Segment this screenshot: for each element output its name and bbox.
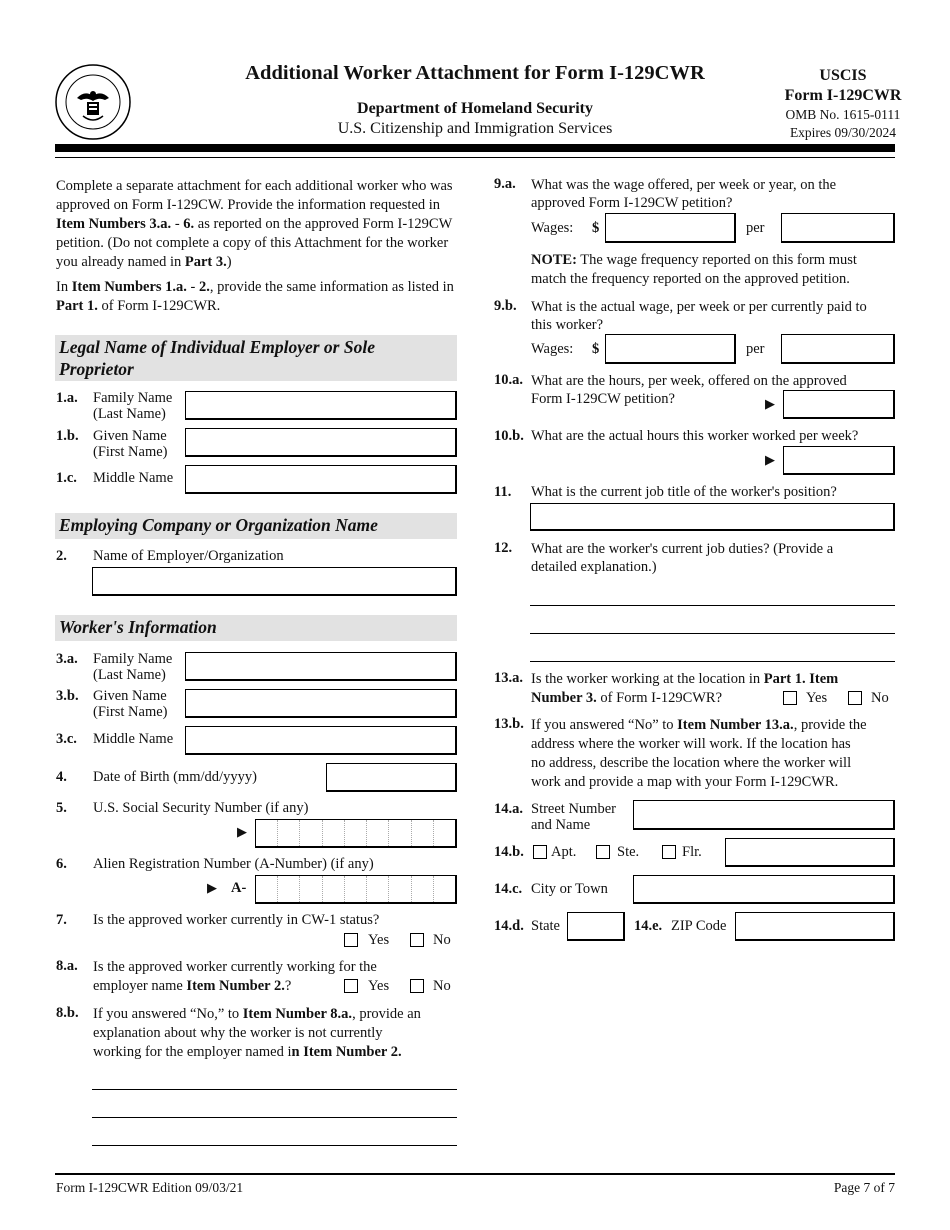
yes-label: Yes [368,932,390,948]
item-number-5: 5. [56,800,67,816]
label-14e: ZIP Code [671,918,727,934]
job-duties-line-3[interactable] [530,661,895,662]
per-label: per [746,341,765,357]
item-number-9a: 9.a. [494,176,516,192]
item-number-11: 11. [494,484,512,500]
intro-paragraph-2: In Item Numbers 1.a. - 2., provide the same information as listed in Part 1. of Form I-129CWR. [56,279,454,314]
label-4: Date of Birth (mm/dd/yyyy) [93,769,257,785]
subagency-name: U.S. Citizenship and Immigration Services [337,120,613,137]
section-header-legal-name: Legal Name of Individual Employer or Sole Proprietor [55,335,457,381]
label-11: What is the current job title of the worker's position? [531,484,837,500]
item-number-13a: 13.a. [494,670,523,686]
form-title: Additional Worker Attachment for Form I-129CWR [245,62,705,84]
label-3c: Middle Name [93,731,174,747]
arrow-icon: ▶ [237,824,247,839]
item-number-14e: 14.e. [634,918,663,934]
dollar-sign: $ [592,220,600,236]
a-number-prefix: A- [231,880,247,896]
item-number-7: 7. [56,912,67,928]
cw1-status-yes-checkbox[interactable] [344,933,358,947]
expiration-date: Expires 09/30/2024 [789,125,897,140]
state-input[interactable] [567,912,625,941]
no-label: No [433,978,451,994]
explanation-line-1[interactable] [92,1089,457,1090]
item-number-14b: 14.b. [494,844,524,860]
date-of-birth-input[interactable] [326,763,457,792]
label-8b: If you answered “No,” to Item Number 8.a., provide an explanation about why the worker is not currently working for the employer named in Item Number 2. [93,1006,421,1060]
label-3b: Given Name (First Name) [93,688,168,720]
apt-checkbox[interactable] [533,845,547,859]
wage-offered-input[interactable] [605,213,736,243]
same-location-no-checkbox[interactable] [848,691,862,705]
no-label: No [433,932,451,948]
item-number-6: 6. [56,856,67,872]
footer-divider [55,1173,895,1175]
footer-edition: Form I-129CWR Edition 09/03/21 [56,1180,244,1195]
currently-working-no-checkbox[interactable] [410,979,424,993]
item-number-12: 12. [494,540,513,556]
currently-working-yes-checkbox[interactable] [344,979,358,993]
yes-label: Yes [806,690,828,706]
item-number-1a: 1.a. [56,390,78,406]
wage-offered-frequency-input[interactable] [781,213,895,243]
intro-paragraph-1: Complete a separate attachment for each additional worker who was approved on Form I-129CW. Provide the information requested in Item Numbers 3.a. - 6. as reported on the approved Form I-129CW petition. (Do not complete a copy of this Attachment for the worker you already named in Part 3.) [56,178,453,270]
label-1a: Family Name (Last Name) [93,390,173,422]
item-number-3c: 3.c. [56,731,77,747]
dollar-sign: $ [592,341,600,357]
omb-block [768,106,918,142]
header-divider-thin [55,157,895,158]
item-number-1b: 1.b. [56,428,79,444]
ste-label: Ste. [617,844,640,860]
street-number-name-input[interactable] [633,800,895,830]
item-number-14c: 14.c. [494,881,523,897]
flr-checkbox[interactable] [662,845,676,859]
explanation-line-3[interactable] [92,1145,457,1146]
item-number-14a: 14.a. [494,801,523,817]
label-1b: Given Name (First Name) [93,428,168,460]
wage-note: NOTE: The wage frequency reported on this form must match the frequency reported on the approved petition. [531,252,857,287]
label-5: U.S. Social Security Number (if any) [93,800,309,816]
item-number-14d: 14.d. [494,918,524,934]
explanation-line-2[interactable] [92,1117,457,1118]
cw1-status-no-checkbox[interactable] [410,933,424,947]
ssn-input[interactable] [255,819,457,848]
label-13a: Is the worker working at the location in Part 1. Item Number 3. of Form I-129CWR? [531,671,839,706]
item-number-2: 2. [56,548,67,564]
employer-family-name-input[interactable] [185,391,457,420]
item-number-3b: 3.b. [56,688,79,704]
label-9a: What was the wage offered, per week or year, on the approved Form I-129CW petition? [531,177,837,211]
a-number-input[interactable] [255,875,457,904]
arrow-icon: ▶ [207,880,217,895]
item-number-3a: 3.a. [56,651,78,667]
item-number-1c: 1.c. [56,470,77,486]
header-divider-thick [55,144,895,152]
apt-label: Apt. [551,844,577,860]
label-9b: What is the actual wage, per week or per currently paid to this worker? [531,299,867,333]
worker-family-name-input[interactable] [185,652,457,681]
item-number-10b: 10.b. [494,428,524,444]
item-number-9b: 9.b. [494,298,517,314]
worker-given-name-input[interactable] [185,689,457,718]
yes-label: Yes [368,978,390,994]
item-number-8a: 8.a. [56,958,78,974]
no-label: No [871,690,889,706]
footer-page-number: Page 7 of 7 [833,1180,895,1195]
label-7: Is the approved worker currently in CW-1 status? [93,912,380,928]
arrow-icon: ▶ [765,396,775,411]
worker-middle-name-input[interactable] [185,726,457,755]
actual-wage-frequency-input[interactable] [781,334,895,364]
label-13b: If you answered “No” to Item Number 13.a., provide the address where the worker will work. If the location has no address, describe the location where the worker will work and provide a map with your Form I-129CWR. [531,717,867,790]
label-1c: Middle Name [93,470,174,486]
employer-organization-name-input[interactable] [92,567,457,596]
job-title-input[interactable] [530,503,895,531]
agency-name: Department of Homeland Security [357,100,593,117]
flr-label: Flr. [682,844,702,860]
wages-label: Wages: [531,341,574,357]
item-number-4: 4. [56,769,67,785]
employer-given-name-input[interactable] [185,428,457,457]
item-number-13b: 13.b. [494,716,524,732]
label-8a: Is the approved worker currently working for the employer name Item Number 2.? [93,959,377,994]
employer-middle-name-input[interactable] [185,465,457,494]
label-12: What are the worker's current job duties? (Provide a detailed explanation.) [531,541,834,575]
item-number-10a: 10.a. [494,372,523,388]
job-duties-line-2[interactable] [530,633,895,634]
label-10a: What are the hours, per week, offered on the approved Form I-129CW petition? [531,373,847,407]
unit-number-input[interactable] [725,838,895,867]
section-header-company: Employing Company or Organization Name [55,513,457,539]
item-number-8b: 8.b. [56,1005,79,1021]
label-6: Alien Registration Number (A-Number) (if any) [93,856,374,872]
label-14c: City or Town [531,881,608,897]
actual-hours-input[interactable] [783,446,895,475]
label-10b: What are the actual hours this worker worked per week? [531,428,859,444]
actual-wage-input[interactable] [605,334,736,364]
label-14a: Street Number and Name [531,801,616,833]
per-label: per [746,220,765,236]
uscis-label: USCIS [819,67,867,84]
same-location-yes-checkbox[interactable] [783,691,797,705]
form-id-block [768,66,918,106]
job-duties-line-1[interactable] [530,605,895,606]
wages-label: Wages: [531,220,574,236]
form-number: Form I-129CWR [784,87,902,104]
city-town-input[interactable] [633,875,895,904]
zip-code-input[interactable] [735,912,895,941]
dhs-seal-logo [55,64,131,140]
section-header-worker: Worker's Information [55,615,457,641]
omb-number: OMB No. 1615-0111 [785,107,901,122]
label-2: Name of Employer/Organization [93,548,284,564]
ste-checkbox[interactable] [596,845,610,859]
arrow-icon: ▶ [765,452,775,467]
label-14d: State [531,918,560,934]
hours-offered-input[interactable] [783,390,895,419]
label-3a: Family Name (Last Name) [93,651,173,683]
